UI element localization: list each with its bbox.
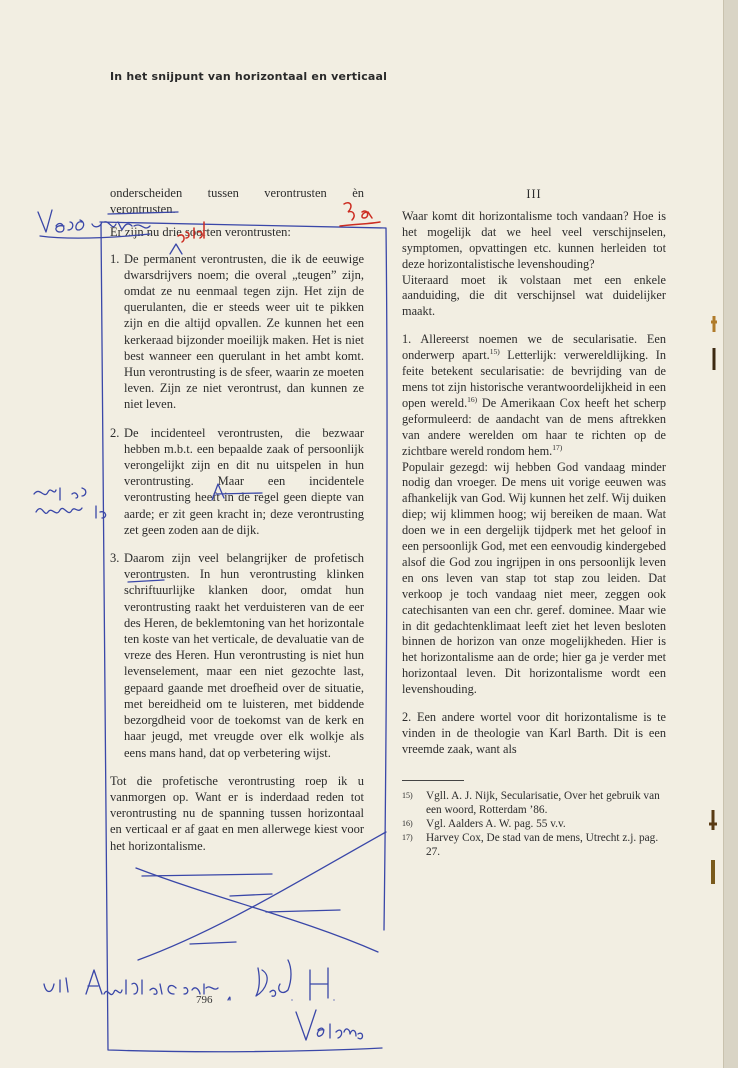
item-text: De permanent verontrusten, die ik de eeuwige dwarsdrijvers noem; die overal „teugen” zijn, omdat ze nu eenmaal tegen zijn. Het zijn de querulanten, die er steeds weer uit te pikken zijn en die altijd opvallen. Ze kunnen het een kerkeraad bijzonder moeilijk maken. Het is niet best wanneer een querulant in het ambt komt. Hun verontrusting is de sfeer, waarin ze moeten leven. Zijn ze niet verontrust, dan kunnen ze niet leven. xyxy=(124,251,364,412)
item-number: 2. xyxy=(110,425,120,440)
list-item xyxy=(110,251,364,413)
right-para-2: Uiteraard moet ik volstaan met een enkele aanduiding, die dit verschijnsel wat duidelijker maakt. xyxy=(402,272,666,319)
right-para-5: 2. Een andere wortel voor dit horizontalisme is te vinden in de theologie van Karl Barth. Dit is een vreemde zaak, want als xyxy=(402,710,666,756)
right-column xyxy=(402,187,666,859)
page-edge xyxy=(723,0,738,1068)
para3-part-c: De Amerikaan Cox heeft het scherp geformuleerd: de aandacht van de mens aftrekken van andere werelden om haar te richten op de zichtbare wereld rondom hem. xyxy=(402,395,666,458)
list-item xyxy=(110,550,364,761)
section-heading: III xyxy=(526,187,542,201)
running-header: In het snijpunt van horizontaal en verticaal xyxy=(110,70,388,83)
item-text: De incidenteel verontrusten, die bezwaar hebben m.b.t. een bepaalde zaak of persoonlijk verongelijkt zijn en dit nu uitspelen in hun verontrusting. Maar een incidentele verontrusting heeft in de regel geen diepte van aarde; er zit geen kracht in; deze verontrusting zet geen zoden aan de dijk. xyxy=(124,425,364,537)
para3-part-a: 1. Allereerst noemen we de secularisatie. Een onderwerp apart. xyxy=(402,332,666,363)
footnote-ref-16: 16) xyxy=(467,394,478,404)
item-number: 1. xyxy=(110,251,120,266)
footnote-text: Vgl. Aalders A. W. pag. 55 v.v. xyxy=(426,817,566,830)
left-closing: Tot die profetische verontrusting roep ik u vanmorgen op. Want er is inderdaad reden tot verontrusting nu de spanning tussen horizontaal en verticaal er af gaat en men allerwege kiest voor het horizontalisme. xyxy=(110,773,364,853)
para3-part-b: Letterlijk: verwereldlijking. In feite betekent secularisatie: de bevrijding van de mens tot zijn historische verantwoordelijkheid in een open wereld. xyxy=(402,348,666,410)
footnote-ref-17: 17) xyxy=(552,442,563,452)
footnote-mark: 17) xyxy=(402,832,413,842)
left-lead: Er zijn nu drie soorten verontrusten: xyxy=(110,225,291,240)
footnote-text: Harvey Cox, De stad van de mens, Utrecht z.j. pag. 27. xyxy=(426,831,659,858)
footnote-text: Vgll. A. J. Nijk, Secularisatie, Over het gebruik van een woord, Rotterdam ’86. xyxy=(426,789,660,816)
left-column xyxy=(110,185,364,854)
page-number: 796 xyxy=(196,994,213,1006)
footnote-ref-15: 15) xyxy=(489,347,500,357)
footnote xyxy=(402,831,666,859)
footnote-mark: 15) xyxy=(402,790,413,800)
item-text: Daarom zijn veel belangrijker de profetisch verontrusten. In hun verontrusting klinken schriftuurlijke klanken door, omdat hun verontrusting raakt het verduisteren van de eer des Heren, de beklemtoning van het horizontale ten koste van het verticale, de devaluatie van de vreze des Heren. Hun verontrusting is niet hun levenselement, maar een niet gezochte last, gepaard gaande met droefheid over de situatie, met bereidheid om te luisteren, met biddende bezorgdheid voor de toekomst van de kerk en haar jeugd, met vreugde over elk wolkje als eens mans hand, dat op verbetering wijst. xyxy=(124,551,364,760)
left-intro: onderscheiden tussen verontrusten èn verontrusten. xyxy=(110,186,364,217)
right-para-3 xyxy=(402,332,666,459)
margin-mark xyxy=(708,316,720,376)
list-item xyxy=(110,425,364,538)
footnote xyxy=(402,817,666,831)
right-para-4: Populair gezegd: wij hebben God vandaag minder nodig dan vroeger. De mens uit vorige eeuwen was afhankelijk van God. Wij kunnen het zelf. Wij duiken diep; wij klimmen hoog; wij bereiken de maan. Wat doen we in een dergelijk tijdperk met het geloof in een persoonlijk God, met een eenvoudig kindergebed alsof die God zou ingrijpen in ons persoonlijk leven en ons leven van stap tot stap zou leiden. Dat verkoop je toch vandaag niet meer, zeggen ook catechisanten van een chr. geref. dominee. Maar wie in dit gedachtenklimaat leeft ziet het leven besloten binnen de horizon van onze mogelijkheden. Hier is het horizontalisme aan de orde; hier ga je verder met horizontaal leven. Dit horizontalisme wordt een levenshouding. xyxy=(402,459,666,697)
footnote-rule xyxy=(402,780,464,781)
margin-mark xyxy=(706,810,720,890)
footnote-mark: 16) xyxy=(402,818,413,828)
footnote xyxy=(402,789,666,817)
item-number: 3. xyxy=(110,551,120,566)
right-para-1: Waar komt dit horizontalisme toch vandaan? Hoe is het mogelijk dat we heel veel verschijnselen, symptomen, opvattingen etc. kunnen herleiden tot deze horizontalistische levenshouding? xyxy=(402,208,666,271)
